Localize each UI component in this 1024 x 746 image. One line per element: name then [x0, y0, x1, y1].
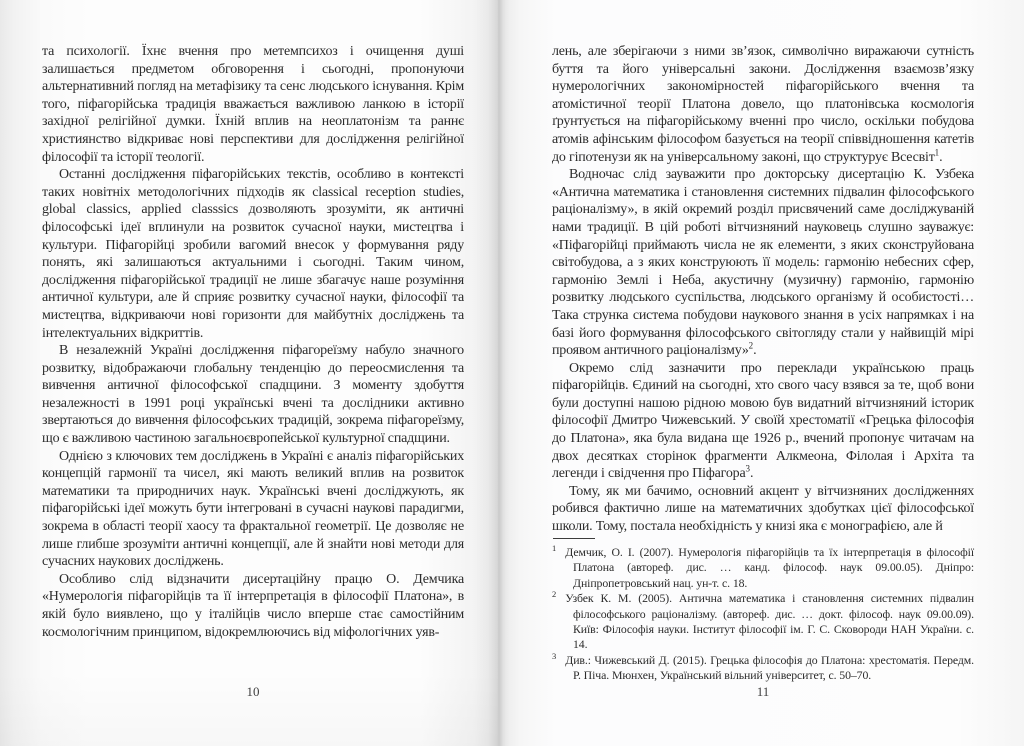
footnote-marker: 2 — [552, 589, 557, 600]
paragraph: Тому, як ми бачимо, основний акцент у вітчизняних дослідженнях робився фактично лише на математичних здобутках цієї філософської школи. Тому, постала необхідність у книзі яка є монографією, але й — [552, 483, 974, 535]
footnote — [552, 591, 974, 653]
paragraph: та психології. Їхнє вчення про метемпсихоз і очищення душі залишається предметом обговорення і сьогодні, пропонуючи альтернативний погляд на метафізику та сенс людського існування. Крім того, піфагорійська традиція вважається важливою ланкою в історії західної релігійної думки. Їхній вплив на неоплатонізм та раннє християнство відкриває нові перспективи для дослідження релігійної філософії та історії теології. — [42, 44, 464, 165]
paragraph-text: . — [939, 149, 943, 165]
footnote-separator-rule — [553, 538, 595, 539]
footnotes-block — [552, 538, 974, 684]
footnote-ref: 2 — [748, 340, 754, 351]
footnote — [552, 650, 974, 684]
page-right — [498, 0, 1024, 746]
paragraph — [552, 360, 974, 483]
page-number: 11 — [756, 684, 770, 699]
footnote-text: Узбек К. М. (2005). Антична математика і становлення системних підвалин філософського раціоналізму. (автореф. дис. … докт. філософ. наук 09.00.09). Київ: Філософія науки. Інститут філософії ім. Г. С. Сковороди НАН України. с. 14. — [565, 591, 974, 652]
paragraph: Однією з ключових тем досліджень в Україні є аналіз піфагорійських концепцій гармонії та чисел, які мають великий вплив на розвиток математики та природничих наук. Українські вчені досліджують, як піфагорійські ідеї можуть бути інтегровані в сучасні наукові парадигми, зокрема в області теорії хаосу та фрактальної геометрії. Це дозволяє не лише глибше зрозуміти античні концепції, але й знайти нові методи для сучасних наукових досліджень. — [42, 448, 464, 570]
paragraph — [552, 43, 974, 166]
footnote-ref: 3 — [745, 463, 750, 474]
page-left — [0, 0, 498, 746]
right-page-text-column — [552, 43, 974, 535]
paragraph-text: Водночас слід зауважити про докторську дисертацію К. Узбека «Антична математика і становлення системних підвалин філософського раціоналізму», в якій окремий розділ присвячений саме досліджуваній нами традиції. В цій роботі вітчизняний науковець слушно зауважує: «Піфагорійці приймають числа не як елементи, з яких сконструйована світобудова, а з яких конструюють її модель: гармонію небесних сфер, гармонію Землі і Неба, акустичну (музичну) гармонію, гармонію розвитку людського суспільства, людського організму й особистості… Така струнка система побудови наукового знання в усіх напрямках і на базі його формування філософського світогляду стали у найвищій мірі проявом античного раціоналізму» — [552, 167, 974, 359]
paragraph-text: Окремо слід зазначити про переклади українською праць піфагорійців. Єдиний на сьогодні, хто свого часу взявся за те, щоб вони були доступні нашою рідною мовою був видатний вітчизняний історик філософії Дмитро Чижевський. У своїй хрестоматії «Грецька філософія до Платона», яка була видана ще 1926 р., вчений пропонує читачам на двох десятках сторінок фрагменти Алкмеона, Філолая і Архіта та легенди і свідчення про Піфагора — [552, 360, 974, 482]
left-page-text-column — [42, 43, 464, 641]
footnote-text: Див.: Чижевський Д. (2015). Грецька філософія до Платона: хрестоматія. Передм. Р. Піча. Мюнхен, Український вільний університет, с. 50–70. — [565, 652, 974, 683]
paragraph: Останні дослідження піфагорійських текстів, особливо в контексті таких новітніх методологічних підходів як classical reception studies, global classics, applied classsics дозволяють зрозуміти, як античні філософські ідеї вплинули на розвиток сучасної науки, мистецтва і культури. Піфагорійці зробили вагомий внесок у формування ряду понять, які залишаються актуальними і сьогодні. Таким чином, дослідження піфагорійської традиції не лише збагачує наше розуміння античної культури, але й сприяє розвитку сучасної науки, філософії та мистецтва, відкриваючи нові горизонти для майбутніх досліджень та інтелектуальних відкриттів. — [42, 167, 464, 341]
paragraph: Особливо слід відзначити дисертаційну працю О. Демчика «Нумерологія піфагорійців та її інтерпретація в філософії Платона», в якій було виявлено, що у італійців число вперше стає самостійним космологічним принципом, відокремлюючись від міфологічних уяв- — [42, 571, 464, 640]
footnote-text: Демчик, О. І. (2007). Нумерологія піфагорійців та їх інтерпретація в філософії Платона (автореф. дис. … канд. філософ. наук 09.00.05). Дніпро: Дніпропетровський нац. ун-т. с. 18. — [565, 545, 974, 590]
paragraph-text: . — [753, 343, 757, 359]
footnote-marker: 1 — [552, 543, 557, 554]
footnote — [552, 545, 974, 591]
page-number: 10 — [246, 684, 260, 699]
paragraph-text: . — [749, 466, 754, 482]
footnote-marker: 3 — [552, 650, 557, 661]
paragraph — [552, 166, 974, 360]
footnote-ref: 1 — [934, 146, 940, 157]
paragraph: В незалежній Україні дослідження піфагореїзму набуло значного розвитку, відображаючи глобальну тенденцію до переосмислення та вивчення античної філософської спадщини. З моменту здобуття незалежності в 1991 році українські вчені та дослідники активно звертаються до вивчення філософських традицій, зокрема піфагореїзму, що є важливою частиною загальноєвропейської культурної спадщини. — [42, 343, 464, 447]
paragraph-text: лень, але зберігаючи з ними зв’язок, символічно виражаючи сутність буття та його універсальні закони. Дослідження взаємозв’язку нумерологічних закономірностей піфагорійського вчення та атомістичної теорії Платона довело, що платонівська космологія ґрунтується на піфагорійському вченні про число, оскільки побудова атомів афінським філософом базується на теорії співвідношення катетів до гіпотенузи як на універсальному законі, що структурує Всесвіт — [552, 44, 974, 165]
